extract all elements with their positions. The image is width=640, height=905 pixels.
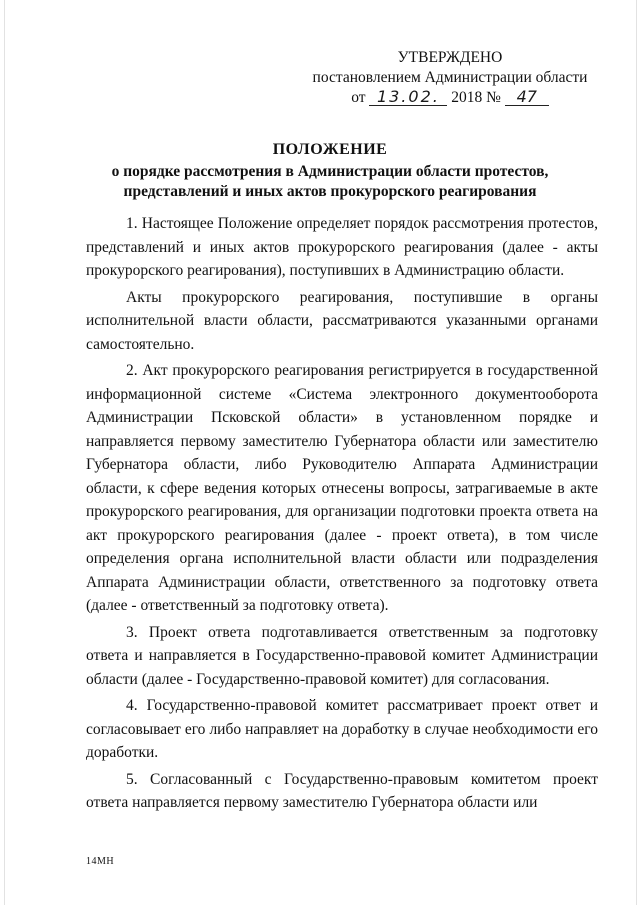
handwritten-number: 47 bbox=[505, 89, 549, 106]
title-subline-1: о порядке рассмотрения в Администрации области протестов, bbox=[111, 163, 549, 180]
handwritten-date: 13.02. bbox=[369, 89, 447, 106]
date-number-line bbox=[300, 88, 600, 108]
paragraph-2: 2. Акт прокурорского реагирования регистрируется в государственной информационной системе «Система электронного документооборота Администрации Псковской области» в установленном порядке и направляется первому заместителю Губернатора области или заместителю Губернатора области, либо Руководителю Аппарата Администрации области, к сфере ведения которых отнесены вопросы, затрагиваемые в акте прокурорского реагирования, для организации подготовки проекта ответа на акт прокурорского реагирования (далее - проект ответа), в том числе определения органа исполнительной власти области или подразделения Аппарата Администрации области, ответственного за подготовку ответа (далее - ответственный за подготовку ответа). bbox=[86, 362, 598, 614]
approval-block bbox=[300, 48, 600, 108]
paragraph-3: 3. Проект ответа подготавливается ответственным за подготовку ответа и направляется в Государственно-правовой комитет Администрации области (далее - Государственно-правовой комитет) для согласования. bbox=[86, 623, 598, 688]
title-heading: ПОЛОЖЕНИЕ bbox=[272, 141, 388, 158]
paragraph-5: 5. Согласованный с Государственно-правовым комитетом проект ответа направляется первому заместителю Губернатора области или bbox=[86, 770, 598, 811]
paragraph-1: 1. Настоящее Положение определяет порядок рассмотрения протестов, представлений и иных актов прокурорского реагирования (далее - акты прокурорского реагирования), поступивших в Администрацию области. bbox=[86, 215, 598, 279]
scan-edge-left bbox=[4, 0, 5, 905]
footer-code: 14МН bbox=[86, 856, 115, 867]
scan-edge-right bbox=[636, 0, 637, 905]
document-body bbox=[86, 212, 598, 818]
document-title bbox=[60, 140, 600, 202]
title-subline-2: представлений и иных актов прокурорского реагирования bbox=[123, 183, 537, 200]
year-number-label: 2018 № bbox=[451, 89, 501, 106]
decree-line: постановлением Администрации области bbox=[312, 69, 588, 86]
paragraph-1-continued: Акты прокурорского реагирования, поступившие в органы исполнительной власти области, рассматриваются указанными органами самостоятельно. bbox=[86, 288, 598, 353]
paragraph-4: 4. Государственно-правовой комитет рассматривает проект ответ и согласовывает его либо направляет на доработку в случае необходимости его доработки. bbox=[86, 697, 598, 761]
approved-label: УТВЕРЖДЕНО bbox=[397, 49, 503, 66]
date-prefix: от bbox=[351, 89, 366, 106]
